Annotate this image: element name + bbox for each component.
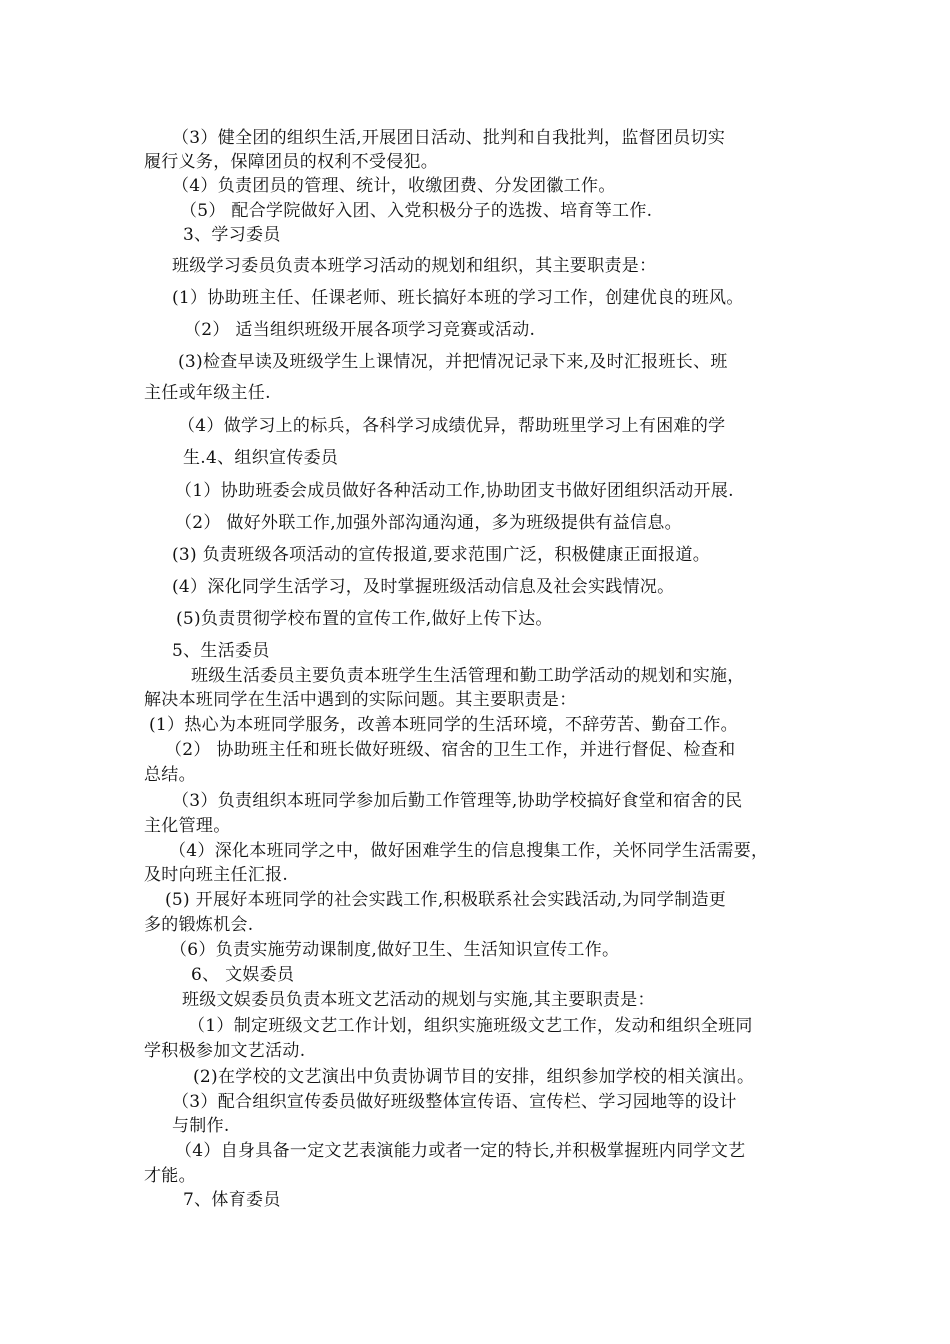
text-line: 班级学习委员负责本班学习活动的规划和组织，其主要职责是：	[172, 256, 657, 276]
text-line: (4）深化同学生活学习，及时掌握班级活动信息及社会实践情况。	[172, 577, 675, 597]
text-line: 多的锻炼机会.	[144, 915, 254, 935]
section-heading: 生.4、组织宣传委员	[183, 448, 339, 468]
text-line: 主任或年级主任.	[144, 383, 271, 403]
text-line: (1）协助班主任、任课老师、班长搞好本班的学习工作，创建优良的班风。	[172, 288, 744, 308]
section-heading: 7、体育委员	[183, 1190, 281, 1210]
text-line: 解决本班同学在生活中遇到的实际问题。其主要职责是：	[144, 690, 577, 710]
text-line: （3）负责组织本班同学参加后勤工作管理等,协助学校搞好食堂和宿舍的民	[172, 791, 743, 811]
text-line: （4）深化本班同学之中，做好困难学生的信息搜集工作，关怀同学生活需要，	[169, 841, 769, 861]
text-line: （5） 配合学院做好入团、入党积极分子的选拨、培育等工作.	[180, 201, 653, 221]
text-line: 与制作.	[172, 1116, 230, 1136]
text-line: (1）热心为本班同学服务，改善本班同学的生活环境，不辞劳苦、勤奋工作。	[149, 715, 738, 735]
text-line: （1）制定班级文艺工作计划，组织实施班级文艺工作，发动和组织全班同	[188, 1016, 753, 1036]
text-line: （1）协助班委会成员做好各种活动工作,协助团支书做好团组织活动开展.	[175, 481, 734, 501]
text-line: （2） 协助班主任和班长做好班级、宿舍的卫生工作，并进行督促、检查和	[165, 740, 736, 760]
text-line: (2)在学校的文艺演出中负责协调节目的安排，组织参加学校的相关演出。	[193, 1067, 755, 1087]
text-line: （4）负责团员的管理、统计，收缴团费、分发团徽工作。	[172, 176, 616, 196]
section-heading: 3、学习委员	[183, 225, 281, 245]
text-line: （2） 做好外联工作,加强外部沟通沟通，多为班级提供有益信息。	[175, 513, 682, 533]
text-line: 班级文娱委员负责本班文艺活动的规划与实施,其主要职责是：	[182, 990, 655, 1010]
text-line: 履行义务，保障团员的权利不受侵犯。	[144, 152, 439, 172]
text-line: (5) 开展好本班同学的社会实践工作,积极联系社会实践活动,为同学制造更	[165, 890, 727, 910]
section-heading: 5、生活委员	[172, 641, 270, 661]
text-line: （3）配合组织宣传委员做好班级整体宣传语、宣传栏、学习园地等的设计	[172, 1092, 737, 1112]
text-line: （2） 适当组织班级开展各项学习竞赛或活动.	[184, 320, 536, 340]
text-line: (3) 负责班级各项活动的宣传报道,要求范围广泛，积极健康正面报道。	[172, 545, 711, 565]
text-line: （3）健全团的组织生活,开展团日活动、批判和自我批判，监督团员切实	[172, 128, 726, 148]
text-line: 总结。	[144, 765, 196, 785]
text-line: 主化管理。	[144, 816, 231, 836]
text-line: 才能。	[144, 1166, 196, 1186]
text-line: （6）负责实施劳动课制度,做好卫生、生活知识宣传工作。	[170, 940, 620, 960]
text-line: 及时向班主任汇报.	[144, 865, 289, 885]
text-line: (5)负责贯彻学校布置的宣传工作,做好上传下达。	[176, 609, 553, 629]
text-line: 学积极参加文艺活动.	[144, 1041, 306, 1061]
text-line: 班级生活委员主要负责本班学生生活管理和勤工助学活动的规划和实施，	[191, 666, 745, 686]
section-heading: 6、 文娱委员	[191, 965, 295, 985]
text-line: （4）自身具备一定文艺表演能力或者一定的特长,并积极掌握班内同学文艺	[175, 1141, 746, 1161]
text-line: （4）做学习上的标兵，各科学习成绩优异，帮助班里学习上有困难的学	[178, 416, 726, 436]
text-line: (3)检查早读及班级学生上课情况，并把情况记录下来,及时汇报班长、班	[178, 352, 728, 372]
